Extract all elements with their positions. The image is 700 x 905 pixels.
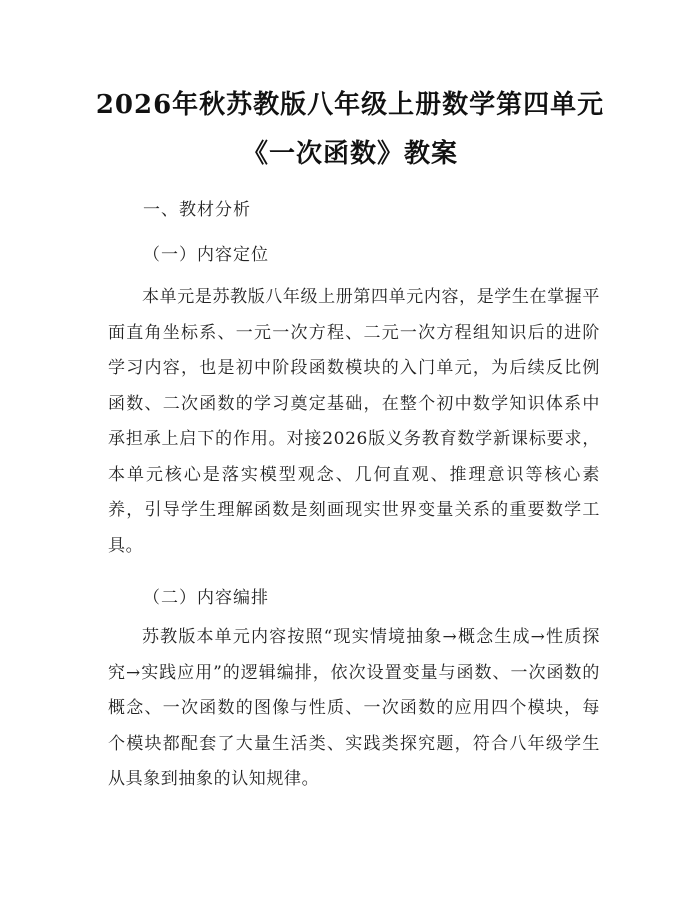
subsection-heading-content-arrangement: （二）内容编排 <box>143 588 269 608</box>
document-title-line-1: 2026年秋苏教版八年级上册数学第四单元 <box>95 90 605 120</box>
subsection-heading-content-positioning: （一）内容定位 <box>143 245 269 265</box>
paragraph-content-positioning: 本单元是苏教版八年级上册第四单元内容，是学生在掌握平面直角坐标系、一元一次方程、二元一次方程组知识后的进阶学习内容，也是初中阶段函数模块的入门单元，为后续反比例函数、二次函数的学习奠定基础，在整个初中数学知识体系中承担承上启下的作用。对接2026版义务教育数学新课标要求，本单元核心是落实模型观念、几何直观、推理意识等核心素养，引导学生理解函数是刻画现实世界变量关系的重要数学工具。 <box>108 287 600 556</box>
document-title-line-2: 《一次函数》教案 <box>241 139 458 169</box>
section-heading-textbook-analysis: 一、教材分析 <box>143 200 251 220</box>
paragraph-content-arrangement: 苏教版本单元内容按照“现实情境抽象→概念生成→性质探究→实践应用”的逻辑编排，依次设置变量与函数、一次函数的概念、一次函数的图像与性质、一次函数的应用四个模块，每个模块都配套了大量生活类、实践类探究题，符合八年级学生从具象到抽象的认知规律。 <box>108 627 600 789</box>
